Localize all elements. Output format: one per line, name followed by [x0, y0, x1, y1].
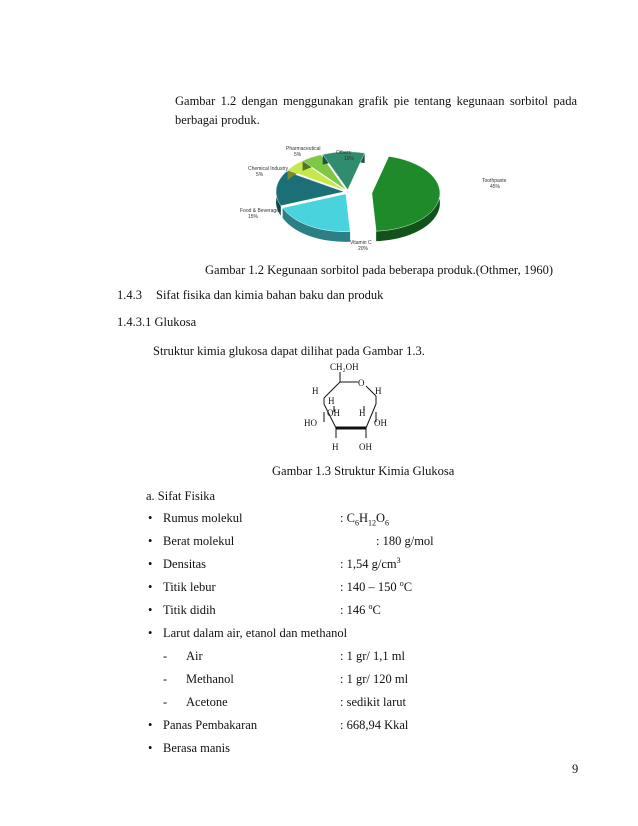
bullet-rumus: • [148, 511, 153, 525]
label-acetone: Acetone [186, 695, 228, 709]
intro-line-1: Gambar 1.2 dengan menggunakan grafik pie tentang kegunaan sorbitol pada [175, 94, 577, 108]
value-air: : 1 gr/ 1,1 ml [340, 649, 405, 663]
value-berat-molekul: : 180 g/mol [376, 534, 434, 548]
heading-1-4-3-text: Sifat fisika dan kimia bahan baku dan produk [156, 288, 384, 302]
value-methanol: : 1 gr/ 120 ml [340, 672, 409, 686]
label-berat-molekul: Berat molekul [163, 534, 235, 548]
sorbitol-pie-chart [238, 140, 507, 260]
label-h-bottom: H [332, 442, 339, 452]
label-ho: HO [304, 418, 317, 428]
label-panas-pembakaran: Panas Pembakaran [163, 718, 258, 732]
label-titik-lebur: Titik lebur [163, 580, 216, 594]
label-oh-bottom: OH [359, 442, 372, 452]
label-h-left-top: H [312, 386, 319, 396]
value-rumus-molekul: : $C_6H_{12}O_6$ [340, 511, 390, 528]
bullet-berasa: • [148, 741, 153, 755]
bullet-densitas: • [148, 557, 153, 571]
label-h-right-top: H [375, 386, 382, 396]
value-titik-lebur: : 140 – 150 $^o$C [340, 578, 413, 594]
bullet-titik-didih: • [148, 603, 153, 617]
pie-label-name-4: Pharmaceutical [286, 146, 321, 152]
dash-methanol: - [163, 672, 168, 686]
bullet-larut: • [148, 626, 153, 640]
value-panas-pembakaran: : 668,94 Kkal [340, 718, 409, 732]
label-larut: Larut dalam air, etanol dan methanol [163, 626, 348, 640]
label-densitas: Densitas [163, 557, 207, 571]
label-h-mid: H [359, 408, 366, 418]
pie-label-value-0: 45% [490, 184, 501, 190]
figure-1-2-caption: Gambar 1.2 Kegunaan sorbitol pada beberapa produk.(Othmer, 1960) [205, 263, 553, 277]
value-titik-didih: : 146 $^o$C [340, 601, 381, 617]
pie-label-value-1: 20% [358, 246, 369, 252]
section-a-title: a. Sifat Fisika [146, 489, 216, 503]
value-densitas: : 1,54 $g/cm^3$ [340, 555, 401, 571]
value-acetone: : sedikit larut [340, 695, 406, 709]
label-oh-right: OH [374, 418, 387, 428]
dash-air: - [163, 649, 168, 663]
figure-1-3-caption: Gambar 1.3 Struktur Kimia Glukosa [272, 464, 455, 478]
dash-acetone: - [163, 695, 168, 709]
bullet-berat: • [148, 534, 153, 548]
label-air: Air [186, 649, 203, 663]
label-rumus-molekul: Rumus molekul [163, 511, 243, 525]
pie-label-name-2: Food & Beverage [240, 208, 279, 214]
label-o: O [358, 378, 365, 388]
label-methanol: Methanol [186, 672, 234, 686]
page-number: 9 [572, 762, 579, 776]
pie-label-name-1: Vitamin C [350, 240, 372, 246]
glucose-structure-diagram [300, 360, 400, 456]
pie-label-value-2: 15% [248, 214, 259, 220]
intro-line-2: berbagai produk. [175, 113, 260, 127]
pie-label-value-5: 10% [344, 156, 355, 162]
pie-label-name-0: Toothpaste [482, 178, 507, 184]
pie-label-name-3: Chemical Industry [248, 166, 289, 172]
structure-intro-text: Struktur kimia glukosa dapat dilihat pada Gambar 1.3. [153, 344, 425, 358]
bullet-titik-lebur: • [148, 580, 153, 594]
pie-label-value-4: 5% [294, 152, 302, 158]
label-oh-inner: OH [327, 408, 340, 418]
label-ch2oh: CH₂OH [330, 362, 359, 372]
label-titik-didih: Titik didih [163, 603, 216, 617]
heading-1-4-3-number: 1.4.3 [117, 288, 142, 302]
label-berasa-manis: Berasa manis [163, 741, 230, 755]
label-h-inner: H [328, 396, 335, 406]
pie-label-name-5: Others [336, 150, 352, 156]
bullet-panas: • [148, 718, 153, 732]
heading-1-4-3-1: 1.4.3.1 Glukosa [117, 315, 197, 329]
pie-label-value-3: 5% [256, 172, 264, 178]
